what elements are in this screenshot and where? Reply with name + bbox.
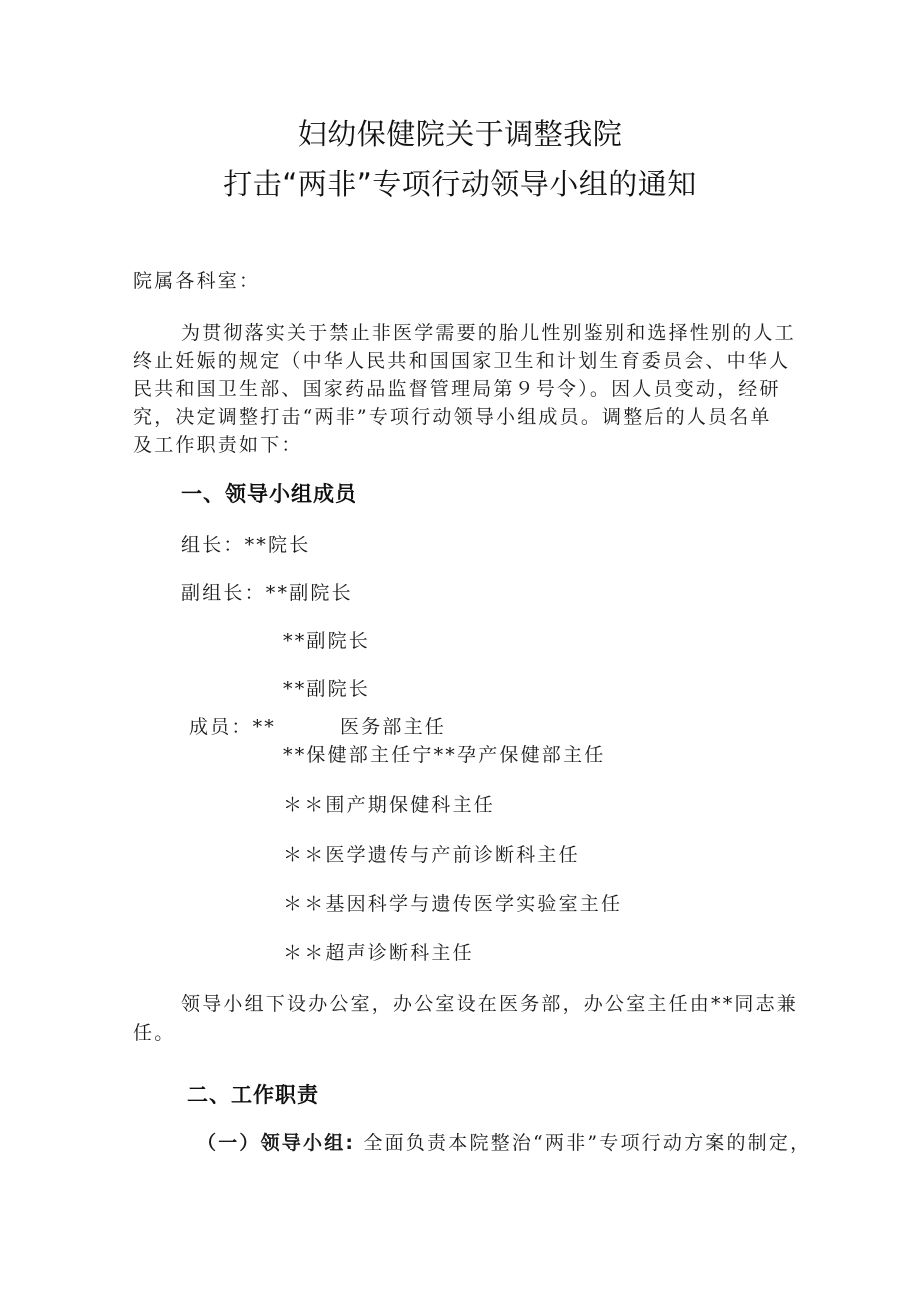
member-line: ＊＊基因科学与遗传医学实验室主任 [283, 893, 623, 915]
section1-heading: 一、领导小组成员 [181, 482, 357, 506]
duty1-lead: （一）领导小组 [197, 1132, 346, 1154]
deputy-line: 副组长：**副院长 [181, 582, 353, 604]
paragraph-line: 民共和国卫生部、国家药品监督管理局第９号令）。因人员变动，经研 [133, 378, 781, 400]
member-line: ＊＊医学遗传与产前诊断科主任 [283, 844, 580, 866]
deputy-line: **副院长 [283, 630, 371, 652]
salutation: 院属各科室： [133, 270, 261, 292]
deputy-line: **副院长 [283, 678, 371, 700]
document-title-line2: 打击“两非”专项行动领导小组的通知 [223, 167, 697, 201]
member-line: **保健部主任宁**孕产保健部主任 [283, 744, 606, 766]
duty1-text: 全面负责本院整治“两非”专项行动方案的制定， [355, 1132, 812, 1154]
member-role: 医务部主任 [340, 716, 447, 738]
duty1-line [197, 1128, 811, 1155]
paragraph-line: 及工作职责如下： [133, 434, 303, 456]
duty1-colon: : [345, 1132, 356, 1154]
office-line: 领导小组下设办公室，办公室设在医务部，办公室主任由**同志兼 [181, 993, 799, 1015]
members-label: 成员：** [189, 716, 277, 738]
paragraph-line: 终止妊娠的规定（中华人民共和国国家卫生和计划生育委员会、中华人 [133, 350, 791, 372]
paragraph-line: 为贯彻落实关于禁止非医学需要的胎儿性别鉴别和选择性别的人工 [181, 322, 796, 344]
leader-line: 组长：**院长 [181, 534, 311, 556]
section2-heading: 二、工作职责 [187, 1083, 319, 1107]
paragraph-line: 究，决定调整打击“两非”专项行动领导小组成员。调整后的人员名单 [133, 406, 772, 428]
document-title-line1: 妇幼保健院关于调整我院 [297, 117, 623, 151]
member-line: ＊＊超声诊断科主任 [283, 942, 474, 964]
office-line: 任。 [133, 1022, 176, 1044]
member-line: ＊＊围产期保健科主任 [283, 794, 496, 816]
